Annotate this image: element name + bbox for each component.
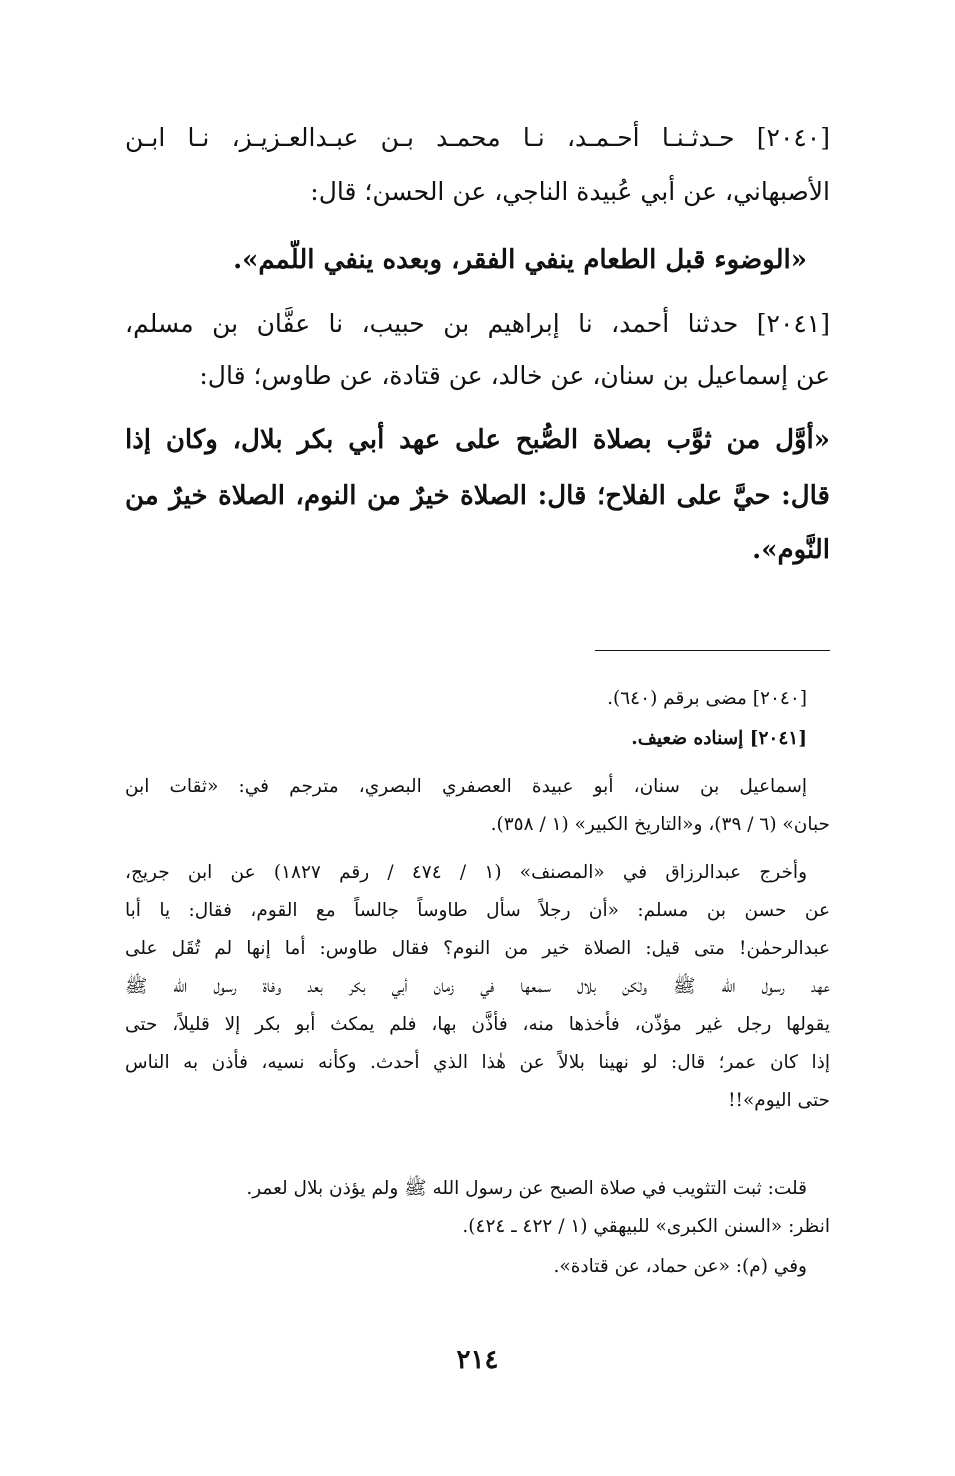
footnote-p2-line-3: عبدالرحمٰن! متى قيل: الصلاة خير من النوم؟ فقال طاوس: أما إنها لم تُقَل على bbox=[125, 938, 830, 959]
footnote-p4: وفي (م): «عن حماد، عن قتادة». bbox=[553, 1256, 807, 1277]
hadith-2041-quote-line-3: النَّوم». bbox=[752, 535, 830, 565]
footnote-p3-line-2: انظر: «السنن الكبرى» للبيهقي (١ / ٤٢٢ ـ ٤٢٤). bbox=[462, 1216, 830, 1237]
hadith-2040-line-2: الأصبهاني، عن أبي عُبيدة الناجي، عن الحسن؛ قال: bbox=[310, 177, 830, 206]
hadith-2041-quote-line-2: قال: حيَّ على الفلاح؛ قال: الصلاة خيرٌ من النوم، الصلاة خيرٌ من bbox=[125, 481, 830, 511]
hadith-2041-line-1: [٢٠٤١] حدثنا أحمد، نا إبراهيم بن حبيب، نا عفَّان بن مسلم، bbox=[125, 309, 830, 338]
footnote-p3-line-1: قلت: ثبت التثويب في صلاة الصبح عن رسول الله ﷺ ولم يؤذن بلال لعمر. bbox=[246, 1178, 807, 1199]
hadith-2041-quote-line-1: «أوَّل من ثوَّب بصلاة الصُّبح على عهد أبي بكر بلال، وكان إذا bbox=[125, 425, 830, 455]
footnote-2040: [٢٠٤٠] مضى برقم (٦٤٠). bbox=[607, 688, 807, 709]
hadith-2041-line-2: عن إسماعيل بن سنان، عن خالد، عن قتادة، عن طاوس؛ قال: bbox=[199, 361, 830, 390]
footnote-p1-line-1: إسماعيل بن سنان، أبو عبيدة العصفري البصري، مترجم في: «ثقات ابن bbox=[125, 776, 807, 797]
hadith-2040-line-1: [٢٠٤٠] حـدثـنـا أحـمـد، نـا محمـد بـن عبـدالعـزيـز، نـا ابـن bbox=[125, 123, 830, 152]
footnote-p1-line-2: حبان» (٦ / ٣٩)، و«التاريخ الكبير» (١ / ٣٥٨). bbox=[490, 814, 830, 835]
footnote-p2-line-4: عهد رسول الله ﷺ ولٰكن بلال سمعها في زمان أبي بكر بعد وفاة رسول الله ﷺ bbox=[125, 976, 830, 997]
footnote-p2-line-6: إذا كان عمر؛ قال: لو نهينا بلالاً عن هٰذا الذي أحدث. وكأنه نسيه، فأذن به الناس bbox=[125, 1052, 830, 1073]
footnote-p2-line-1: وأخرج عبدالرزاق في «المصنف» (١ / ٤٧٤ / رقم ١٨٢٧) عن ابن جريج، bbox=[125, 862, 807, 883]
footnote-2041-grade: [٢٠٤١] إسناده ضعيف. bbox=[631, 728, 807, 749]
footnote-p2-line-7: حتى اليوم»!! bbox=[728, 1090, 830, 1111]
footnote-p2-line-2: عن حسن بن مسلم: «أن رجلاً سأل طاوساً جالساً مع القوم، فقال: يا أبا bbox=[125, 900, 830, 921]
footnote-p2-line-5: يقولها رجل غير مؤذّن، فأخذها منه، فأذَّن بها، فلم يمكث أبو بكر إلا قليلاً، حتى bbox=[125, 1014, 830, 1035]
hadith-2040-quote: «الوضوء قبل الطعام ينفي الفقر، وبعده ينفي اللَّمم». bbox=[233, 245, 807, 275]
footnote-separator bbox=[595, 650, 830, 651]
page-number: ٢١٤ bbox=[456, 1345, 499, 1375]
